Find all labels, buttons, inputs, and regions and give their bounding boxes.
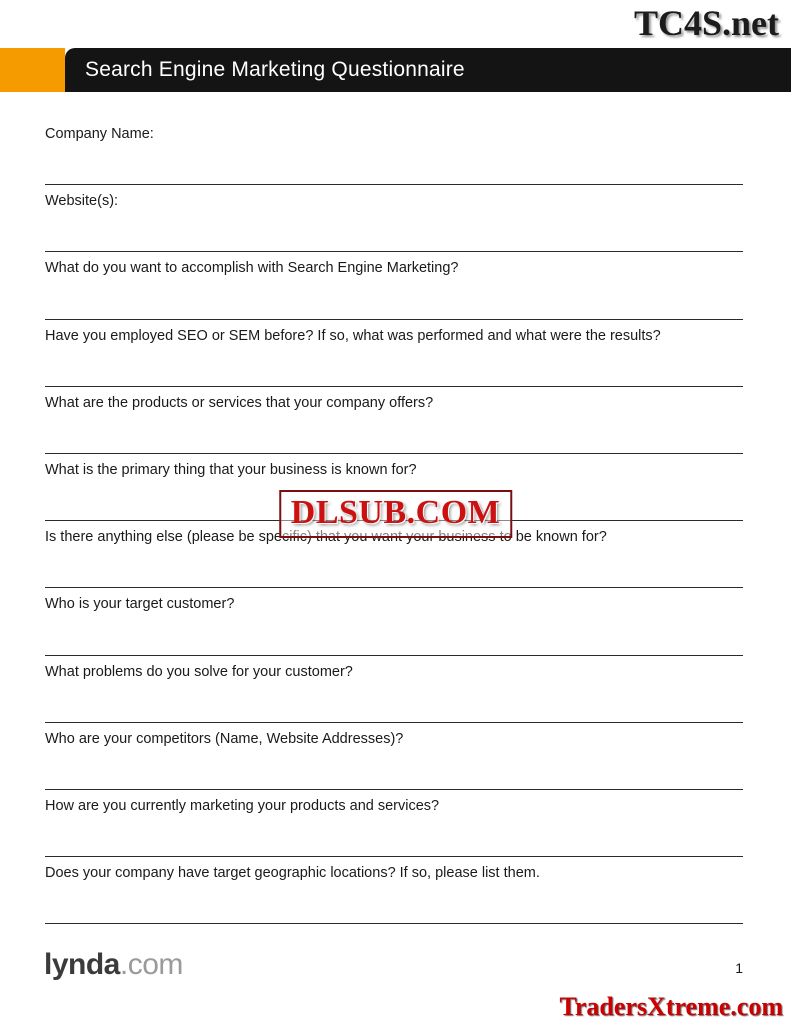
question-row bbox=[45, 656, 745, 723]
question-row bbox=[45, 118, 745, 185]
question-label: What problems do you solve for your customer? bbox=[45, 663, 353, 680]
header-accent-block bbox=[0, 48, 65, 92]
tc4s-watermark: TC4S.net bbox=[633, 3, 779, 43]
lynda-logo-main: lynda bbox=[44, 948, 120, 981]
question-label: Who are your competitors (Name, Website Addresses)? bbox=[45, 730, 404, 747]
question-label: How are you currently marketing your products and services? bbox=[45, 797, 440, 814]
question-label: Company Name: bbox=[45, 126, 154, 142]
lynda-logo-suffix: .com bbox=[119, 948, 183, 981]
question-label: Website(s): bbox=[45, 193, 119, 210]
question-row bbox=[45, 252, 745, 319]
question-label: What do you want to accomplish with Search Engine Marketing? bbox=[45, 260, 459, 277]
page-number: 1 bbox=[735, 960, 743, 976]
question-row bbox=[45, 320, 745, 387]
question-row bbox=[45, 723, 745, 790]
question-label: Does your company have target geographic locations? If so, please list them. bbox=[45, 865, 540, 882]
lynda-logo bbox=[44, 948, 183, 982]
dlsub-watermark: DLSUB.COM bbox=[279, 490, 512, 538]
question-row bbox=[45, 185, 745, 252]
question-label: Who is your target customer? bbox=[45, 596, 235, 613]
page-title: Search Engine Marketing Questionnaire bbox=[85, 58, 465, 81]
question-row bbox=[45, 588, 745, 655]
question-row bbox=[45, 857, 745, 924]
question-label: Have you employed SEO or SEM before? If so, what was performed and what were the results? bbox=[45, 327, 661, 344]
question-label: What is the primary thing that your business is known for? bbox=[45, 461, 417, 478]
question-label: Is there anything else (please be specific) that you want your business to be known for? bbox=[45, 529, 607, 546]
tradersxtreme-watermark: TradersXtreme.com bbox=[559, 992, 783, 1021]
question-label: What are the products or services that your company offers? bbox=[45, 394, 434, 411]
question-row bbox=[45, 387, 745, 454]
answer-line[interactable] bbox=[45, 923, 743, 924]
question-row bbox=[45, 790, 745, 857]
